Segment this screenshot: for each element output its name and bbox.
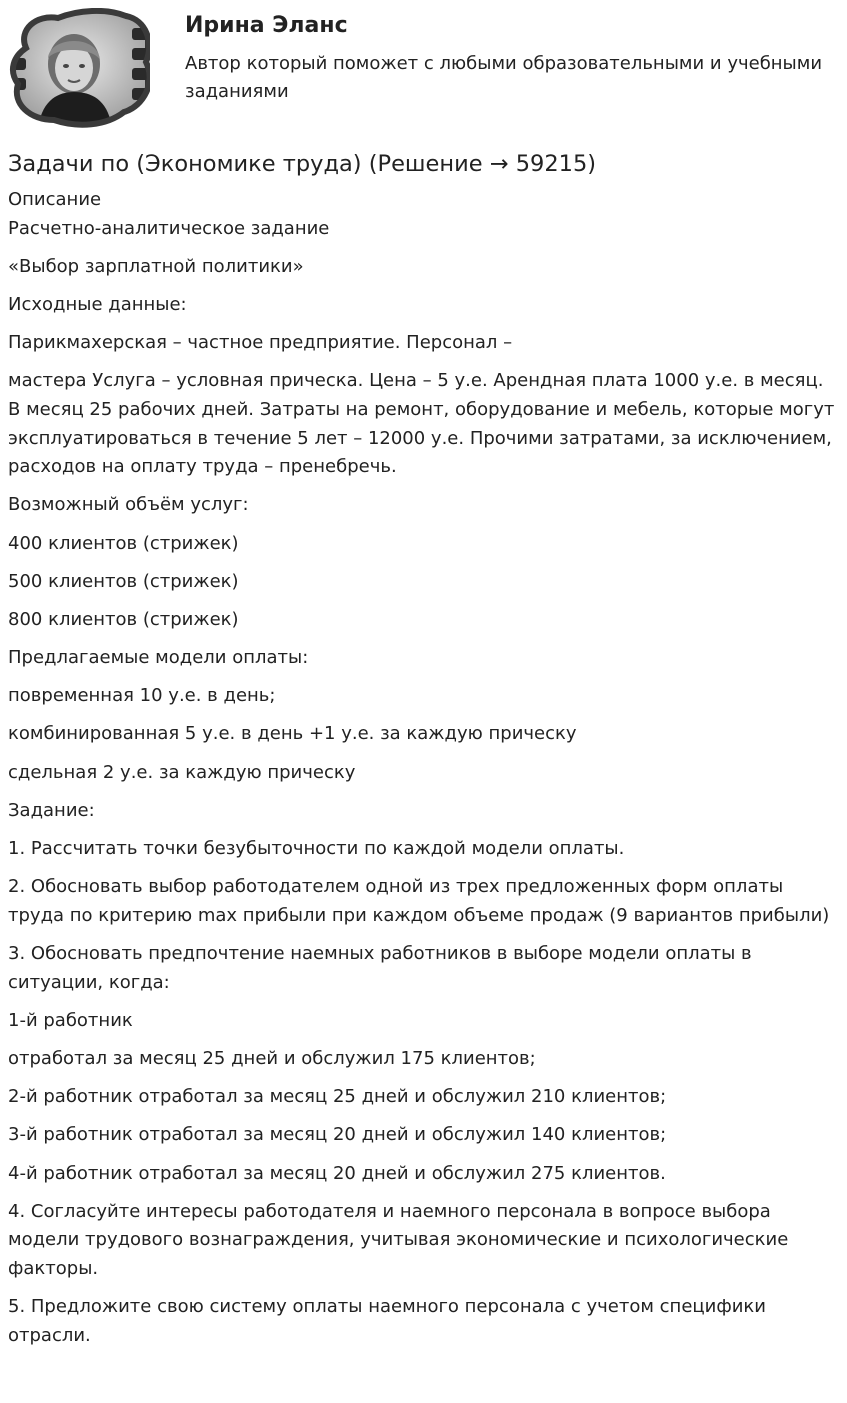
author-description: Автор который поможет с любыми образовательными и учебными заданиями — [185, 53, 823, 102]
author-header — [0, 0, 847, 140]
list-item: комбинированная 5 у.е. в день +1 у.е. за каждую прическу — [8, 723, 577, 745]
task-description — [8, 186, 838, 1360]
list-item: повременная 10 у.е. в день; — [8, 685, 276, 707]
list-item: отработал за месяц 25 дней и обслужил 175 клиентов; — [8, 1047, 536, 1069]
paragraph: «Выбор зарплатной политики» — [8, 255, 304, 277]
author-name[interactable]: Ирина Эланс — [185, 13, 348, 38]
paragraph: Расчетно-аналитическое задание — [8, 217, 330, 239]
task-item: 5. Предложите свою систему оплаты наемного персонала с учетом специфики отрасли. — [8, 1296, 767, 1346]
list-item: сдельная 2 у.е. за каждую прическу — [8, 761, 356, 783]
page-title: Задачи по (Экономике труда) (Решение → 59215) — [8, 151, 597, 177]
author-photo-icon — [8, 8, 150, 128]
paragraph: Парикмахерская – частное предприятие. Персонал – — [8, 332, 513, 354]
paragraph: мастера Услуга – условная прическа. Цена – 5 у.е. Арендная плата 1000 у.е. в месяц. В месяц 25 рабочих дней. Затраты на ремонт, оборудование и мебель, которые могут эксплуатироваться в течение 5 лет – 12000 у.е. Прочими затратами, за исключением, расходов на оплату труда – пренебречь. — [8, 370, 835, 478]
paragraph: Исходные данные: — [8, 293, 187, 315]
task-item: 2. Обосновать выбор работодателем одной из трех предложенных форм оплаты труда по критерию max прибыли при каждом объеме продаж (9 вариантов прибыли) — [8, 876, 830, 926]
paragraph: Задание: — [8, 799, 95, 821]
list-item: 400 клиентов (стрижек) — [8, 532, 239, 554]
section-heading-description: Описание — [8, 189, 102, 210]
list-item: 1-й работник — [8, 1009, 133, 1031]
list-item: 2-й работник отработал за месяц 25 дней и обслужил 210 клиентов; — [8, 1086, 667, 1108]
list-item: 3-й работник отработал за месяц 20 дней и обслужил 140 клиентов; — [8, 1124, 667, 1146]
task-item: 1. Рассчитать точки безубыточности по каждой модели оплаты. — [8, 838, 625, 859]
list-item: 4-й работник отработал за месяц 20 дней и обслужил 275 клиентов. — [8, 1162, 666, 1184]
paragraph: Возможный объём услуг: — [8, 494, 249, 516]
task-item: 3. Обосновать предпочтение наемных работников в выборе модели оплаты в ситуации, когда: — [8, 942, 752, 993]
list-item: 800 клиентов (стрижек) — [8, 608, 239, 630]
paragraph: Предлагаемые модели оплаты: — [8, 647, 309, 669]
avatar[interactable] — [8, 8, 150, 128]
list-item: 500 клиентов (стрижек) — [8, 570, 239, 592]
task-item: 4. Согласуйте интересы работодателя и наемного персонала в вопросе выбора модели трудового вознаграждения, учитывая экономические и психологические факторы. — [8, 1200, 789, 1279]
